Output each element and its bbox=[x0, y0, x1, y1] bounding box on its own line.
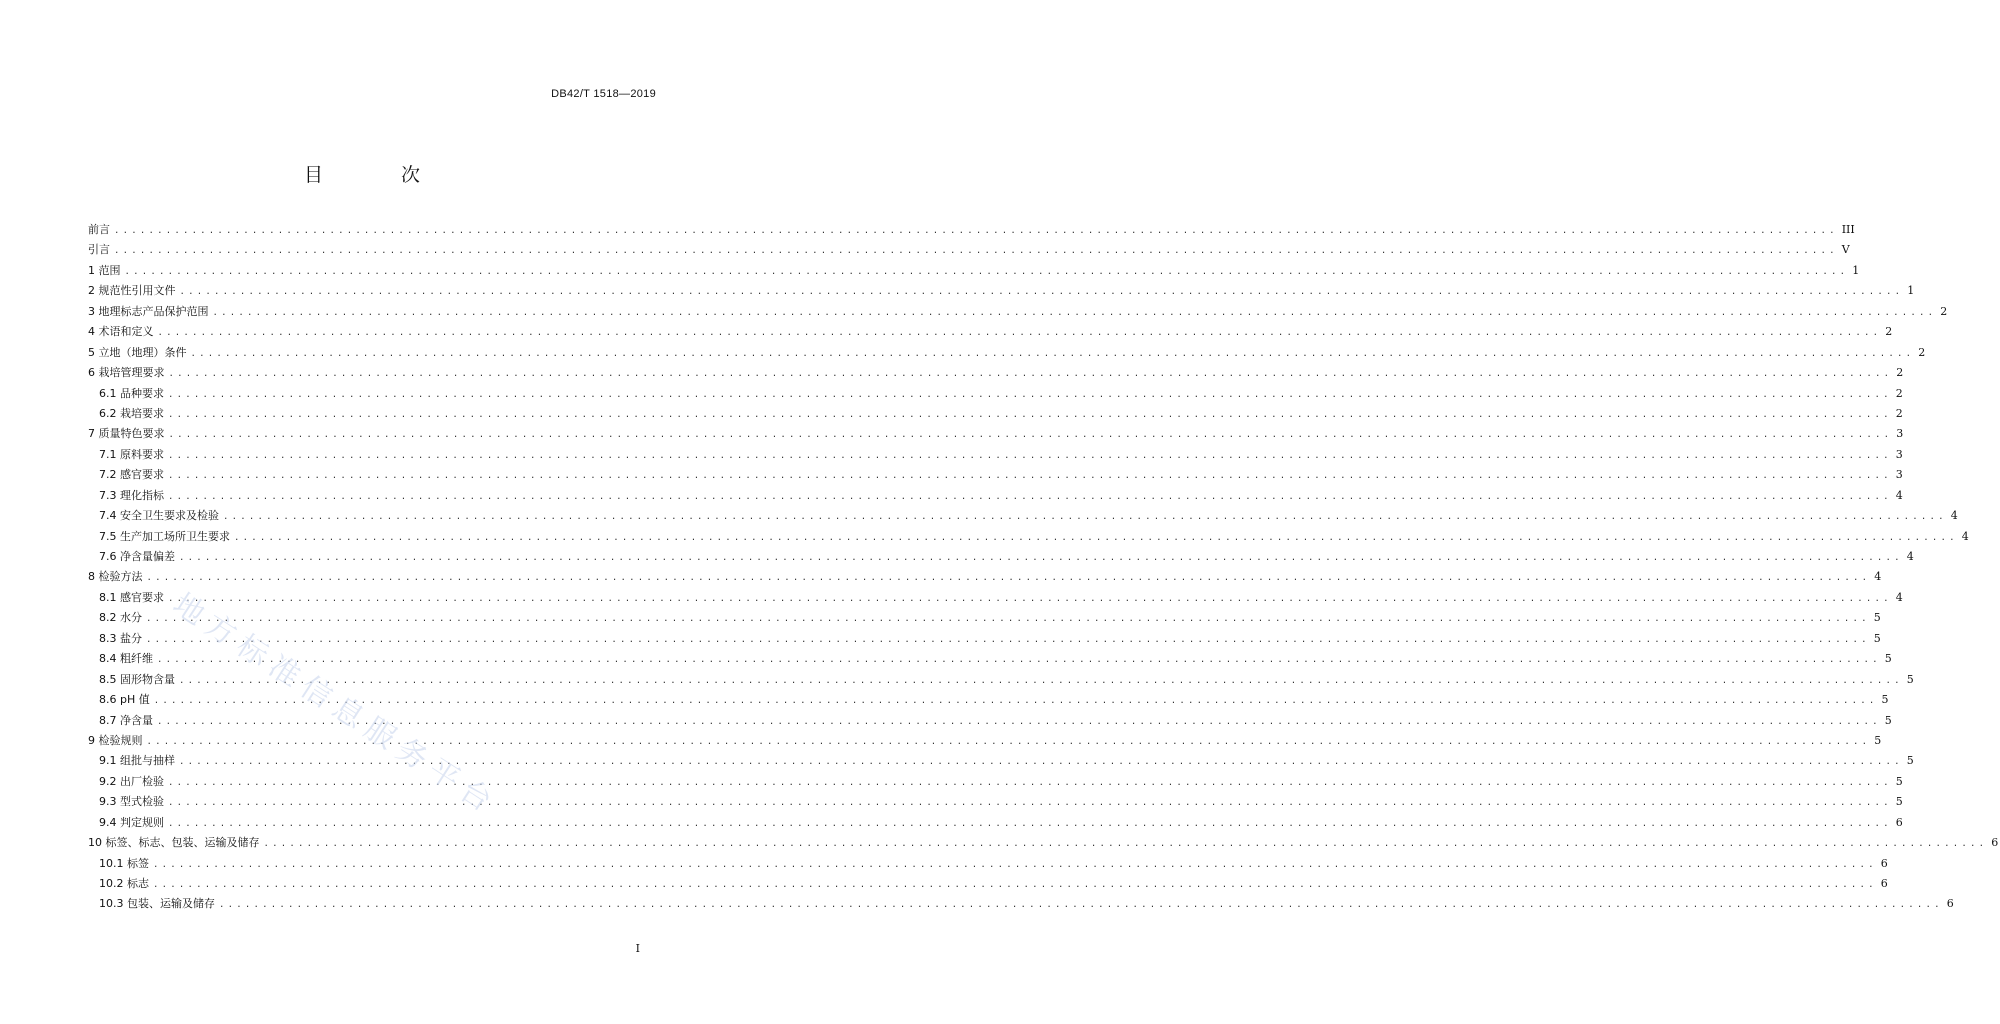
toc-leader-dots: ........................................................................................................................................................................................................ bbox=[124, 266, 1849, 277]
watermark: 地方标准信息服务平台 bbox=[166, 586, 505, 824]
toc-entry-label: 10.2 标志 bbox=[99, 877, 149, 890]
toc-entry-label: 8.7 净含量 bbox=[99, 713, 153, 727]
toc-entry[interactable] bbox=[88, 363, 1904, 383]
toc-entry[interactable] bbox=[88, 384, 1903, 404]
toc-entry-label: 9 检验规则 bbox=[88, 733, 143, 747]
toc-entry[interactable] bbox=[88, 486, 1903, 506]
toc-entry[interactable] bbox=[88, 588, 1903, 608]
toc-entry[interactable] bbox=[88, 833, 1999, 853]
toc-leader-dots: ........................................................................................................................................................................................................ bbox=[146, 634, 1870, 645]
toc-entry-page: 4 bbox=[1950, 509, 1958, 523]
toc-entry-label: 2 规范性引用文件 bbox=[88, 284, 176, 298]
toc-entry-page: 4 bbox=[1895, 590, 1903, 604]
toc-entry-page: 2 bbox=[1895, 386, 1903, 400]
toc-leader-dots: ........................................................................................................................................................................................................ bbox=[153, 859, 1877, 870]
toc-leader-dots: ........................................................................................................................................................................................................ bbox=[190, 348, 1915, 359]
toc-entry-label: 5 立地（地理）条件 bbox=[88, 345, 187, 359]
toc-leader-dots: ........................................................................................................................................................................................................ bbox=[168, 593, 1892, 604]
toc-entry-label: 9.2 出厂检验 bbox=[99, 774, 164, 788]
toc-leader-dots: ........................................................................................................................................................................................................ bbox=[146, 573, 1871, 584]
toc-entry-label: 9.4 判定规则 bbox=[99, 815, 164, 829]
toc-entry-page: 5 bbox=[1895, 795, 1903, 809]
toc-entry-label: 7.4 安全卫生要求及检验 bbox=[99, 509, 219, 523]
toc-entry-label: 7.2 感官要求 bbox=[99, 468, 164, 482]
toc-entry-page: 4 bbox=[1906, 550, 1914, 563]
toc-entry-label: 10 标签、标志、包装、运输及储存 bbox=[88, 836, 260, 850]
toc-entry[interactable] bbox=[88, 813, 1903, 833]
toc-entry-label: 7 质量特色要求 bbox=[88, 427, 165, 441]
toc-entry[interactable] bbox=[88, 751, 1914, 771]
toc-entry[interactable] bbox=[88, 649, 1892, 669]
toc-leader-dots: ........................................................................................................................................................................................................ bbox=[146, 614, 1870, 625]
toc-entry-label: 6.2 栽培要求 bbox=[99, 406, 164, 420]
toc-leader-dots: ........................................................................................................................................................................................................ bbox=[168, 409, 1892, 420]
toc-entry-page: 4 bbox=[1961, 529, 1969, 543]
toc-entry-label: 6 栽培管理要求 bbox=[88, 366, 165, 380]
toc-entry-label: 1 范围 bbox=[88, 263, 121, 277]
toc-leader-dots: ........................................................................................................................................................................................................ bbox=[219, 900, 1943, 911]
toc-entry[interactable] bbox=[88, 261, 1860, 281]
toc-leader-dots: ........................................................................................................................................................................................................ bbox=[179, 553, 1903, 563]
document-code: DB42/T 1518—2019 bbox=[551, 88, 656, 100]
toc-leader-dots: ........................................................................................................................................................................................................ bbox=[179, 675, 1903, 686]
toc-leader-dots: ........................................................................................................................................................................................................ bbox=[212, 307, 1937, 318]
page-title: 目 次 bbox=[303, 164, 457, 186]
toc-entry[interactable] bbox=[88, 465, 1903, 485]
toc-entry-page: 5 bbox=[1873, 631, 1881, 645]
toc-leader-dots: ........................................................................................................................................................................................................ bbox=[263, 839, 1988, 850]
toc-leader-dots: ........................................................................................................................................................................................................ bbox=[223, 512, 1947, 523]
toc-entry-label: 8.1 感官要求 bbox=[99, 590, 164, 604]
toc-entry[interactable] bbox=[88, 220, 1855, 240]
toc-entry-page: 5 bbox=[1906, 672, 1914, 686]
toc-entry[interactable] bbox=[88, 792, 1903, 812]
toc-entry-label: 7.5 生产加工场所卫生要求 bbox=[99, 529, 230, 543]
toc-entry[interactable] bbox=[88, 772, 1903, 792]
toc-entry[interactable] bbox=[88, 608, 1881, 628]
toc-entry-label: 10.1 标签 bbox=[99, 856, 149, 870]
toc-entry-page: 2 bbox=[1895, 406, 1903, 420]
toc-entry[interactable] bbox=[88, 240, 1850, 260]
toc-entry-page: 6 bbox=[1880, 877, 1888, 890]
toc-leader-dots: ........................................................................................................................................................................................................ bbox=[153, 696, 1878, 707]
toc-leader-dots: ........................................................................................................................................................................................................ bbox=[168, 777, 1892, 788]
toc-entry[interactable] bbox=[88, 343, 1926, 363]
toc-entry[interactable] bbox=[88, 281, 1915, 301]
toc-entry[interactable] bbox=[88, 670, 1914, 690]
toc-leader-dots: ........................................................................................................................................................................................................ bbox=[179, 287, 1904, 298]
toc-entry-label: 引言 bbox=[88, 243, 110, 257]
toc-entry[interactable] bbox=[88, 854, 1888, 874]
toc-entry-page: 1 bbox=[1852, 263, 1860, 277]
toc-entry-label: 前言 bbox=[88, 223, 110, 236]
toc-entry-label: 9.1 组批与抽样 bbox=[99, 754, 175, 768]
toc-entry[interactable] bbox=[88, 874, 1888, 894]
toc-entry-page: 4 bbox=[1874, 570, 1882, 584]
toc-entry-page: 3 bbox=[1896, 427, 1904, 441]
toc-entry[interactable] bbox=[88, 506, 1958, 526]
toc-leader-dots: ........................................................................................................................................................................................................ bbox=[114, 226, 1838, 236]
toc-entry-page: 5 bbox=[1884, 713, 1892, 727]
toc-leader-dots: ........................................................................................................................................................................................................ bbox=[179, 757, 1903, 768]
toc-entry[interactable] bbox=[88, 527, 1969, 547]
toc-entry-label: 7.6 净含量偏差 bbox=[99, 550, 175, 563]
toc-entry-label: 8.3 盐分 bbox=[99, 631, 142, 645]
toc-entry-label: 7.1 原料要求 bbox=[99, 447, 164, 461]
toc-leader-dots: ........................................................................................................................................................................................................ bbox=[146, 736, 1871, 747]
toc-entry-page: 6 bbox=[1946, 897, 1954, 911]
toc-entry-page: 5 bbox=[1873, 611, 1881, 625]
toc-leader-dots: ........................................................................................................................................................................................................ bbox=[168, 491, 1892, 502]
toc-entry[interactable] bbox=[88, 731, 1882, 751]
toc-entry-page: 1 bbox=[1907, 284, 1915, 298]
toc-entry-page: V bbox=[1841, 243, 1850, 257]
toc-entry[interactable] bbox=[88, 894, 1954, 914]
toc-leader-dots: ........................................................................................................................................................................................................ bbox=[168, 369, 1893, 380]
toc-entry-page: 6 bbox=[1880, 856, 1888, 870]
toc-leader-dots: ........................................................................................................................................................................................................ bbox=[168, 818, 1892, 829]
toc-entry[interactable] bbox=[88, 690, 1889, 710]
toc-leader-dots: ........................................................................................................................................................................................................ bbox=[168, 450, 1892, 461]
toc-leader-dots: ........................................................................................................................................................................................................ bbox=[168, 430, 1893, 441]
toc-leader-dots: ........................................................................................................................................................................................................ bbox=[114, 246, 1838, 257]
table-of-contents bbox=[88, 220, 1999, 915]
toc-entry-label: 3 地理标志产品保护范围 bbox=[88, 304, 209, 318]
toc-entry-page: 2 bbox=[1940, 304, 1948, 318]
toc-entry[interactable] bbox=[88, 711, 1892, 731]
toc-entry-label: 9.3 型式检验 bbox=[99, 795, 164, 809]
toc-entry-page: 5 bbox=[1895, 774, 1903, 788]
toc-entry-page: 5 bbox=[1906, 754, 1914, 768]
toc-entry[interactable] bbox=[88, 424, 1904, 444]
toc-entry[interactable] bbox=[88, 322, 1893, 342]
toc-leader-dots: ........................................................................................................................................................................................................ bbox=[153, 880, 1877, 890]
toc-entry-page: 2 bbox=[1918, 345, 1926, 359]
toc-entry[interactable] bbox=[88, 567, 1882, 587]
toc-entry-page: 5 bbox=[1874, 733, 1882, 747]
toc-leader-dots: ........................................................................................................................................................................................................ bbox=[168, 471, 1892, 482]
toc-entry-label: 8.5 固形物含量 bbox=[99, 672, 175, 686]
toc-entry-page: 5 bbox=[1884, 652, 1892, 666]
toc-entry[interactable] bbox=[88, 302, 1948, 322]
toc-entry-page: 2 bbox=[1885, 325, 1893, 339]
toc-entry-label: 8.2 水分 bbox=[99, 611, 142, 625]
toc-leader-dots: ........................................................................................................................................................................................................ bbox=[157, 655, 1881, 666]
toc-entry-label: 8 检验方法 bbox=[88, 570, 143, 584]
toc-entry-page: 3 bbox=[1895, 468, 1903, 482]
toc-entry-page: 6 bbox=[1991, 836, 1999, 850]
toc-entry[interactable] bbox=[88, 445, 1903, 465]
toc-entry-page: 6 bbox=[1895, 815, 1903, 829]
toc-leader-dots: ........................................................................................................................................................................................................ bbox=[234, 532, 1958, 543]
toc-entry-page: 4 bbox=[1895, 488, 1903, 502]
toc-entry[interactable] bbox=[88, 629, 1881, 649]
toc-entry-label: 10.3 包装、运输及储存 bbox=[99, 897, 215, 911]
toc-entry[interactable] bbox=[88, 547, 1914, 567]
toc-leader-dots: ........................................................................................................................................................................................................ bbox=[157, 328, 1882, 339]
toc-entry-page: 2 bbox=[1896, 366, 1904, 380]
toc-leader-dots: ........................................................................................................................................................................................................ bbox=[168, 798, 1892, 809]
toc-leader-dots: ........................................................................................................................................................................................................ bbox=[168, 389, 1892, 400]
toc-entry-page: 5 bbox=[1881, 693, 1889, 707]
toc-entry-label: 8.6 pH 值 bbox=[99, 693, 150, 707]
toc-leader-dots: ........................................................................................................................................................................................................ bbox=[157, 716, 1881, 727]
toc-entry-label: 6.1 品种要求 bbox=[99, 386, 164, 400]
toc-entry-page: 3 bbox=[1895, 447, 1903, 461]
toc-entry-label: 4 术语和定义 bbox=[88, 325, 154, 339]
toc-entry-page: III bbox=[1841, 223, 1855, 236]
toc-entry-label: 7.3 理化指标 bbox=[99, 488, 164, 502]
toc-entry[interactable] bbox=[88, 404, 1903, 424]
toc-entry-label: 8.4 粗纤维 bbox=[99, 652, 153, 666]
page-number: I bbox=[635, 942, 640, 955]
